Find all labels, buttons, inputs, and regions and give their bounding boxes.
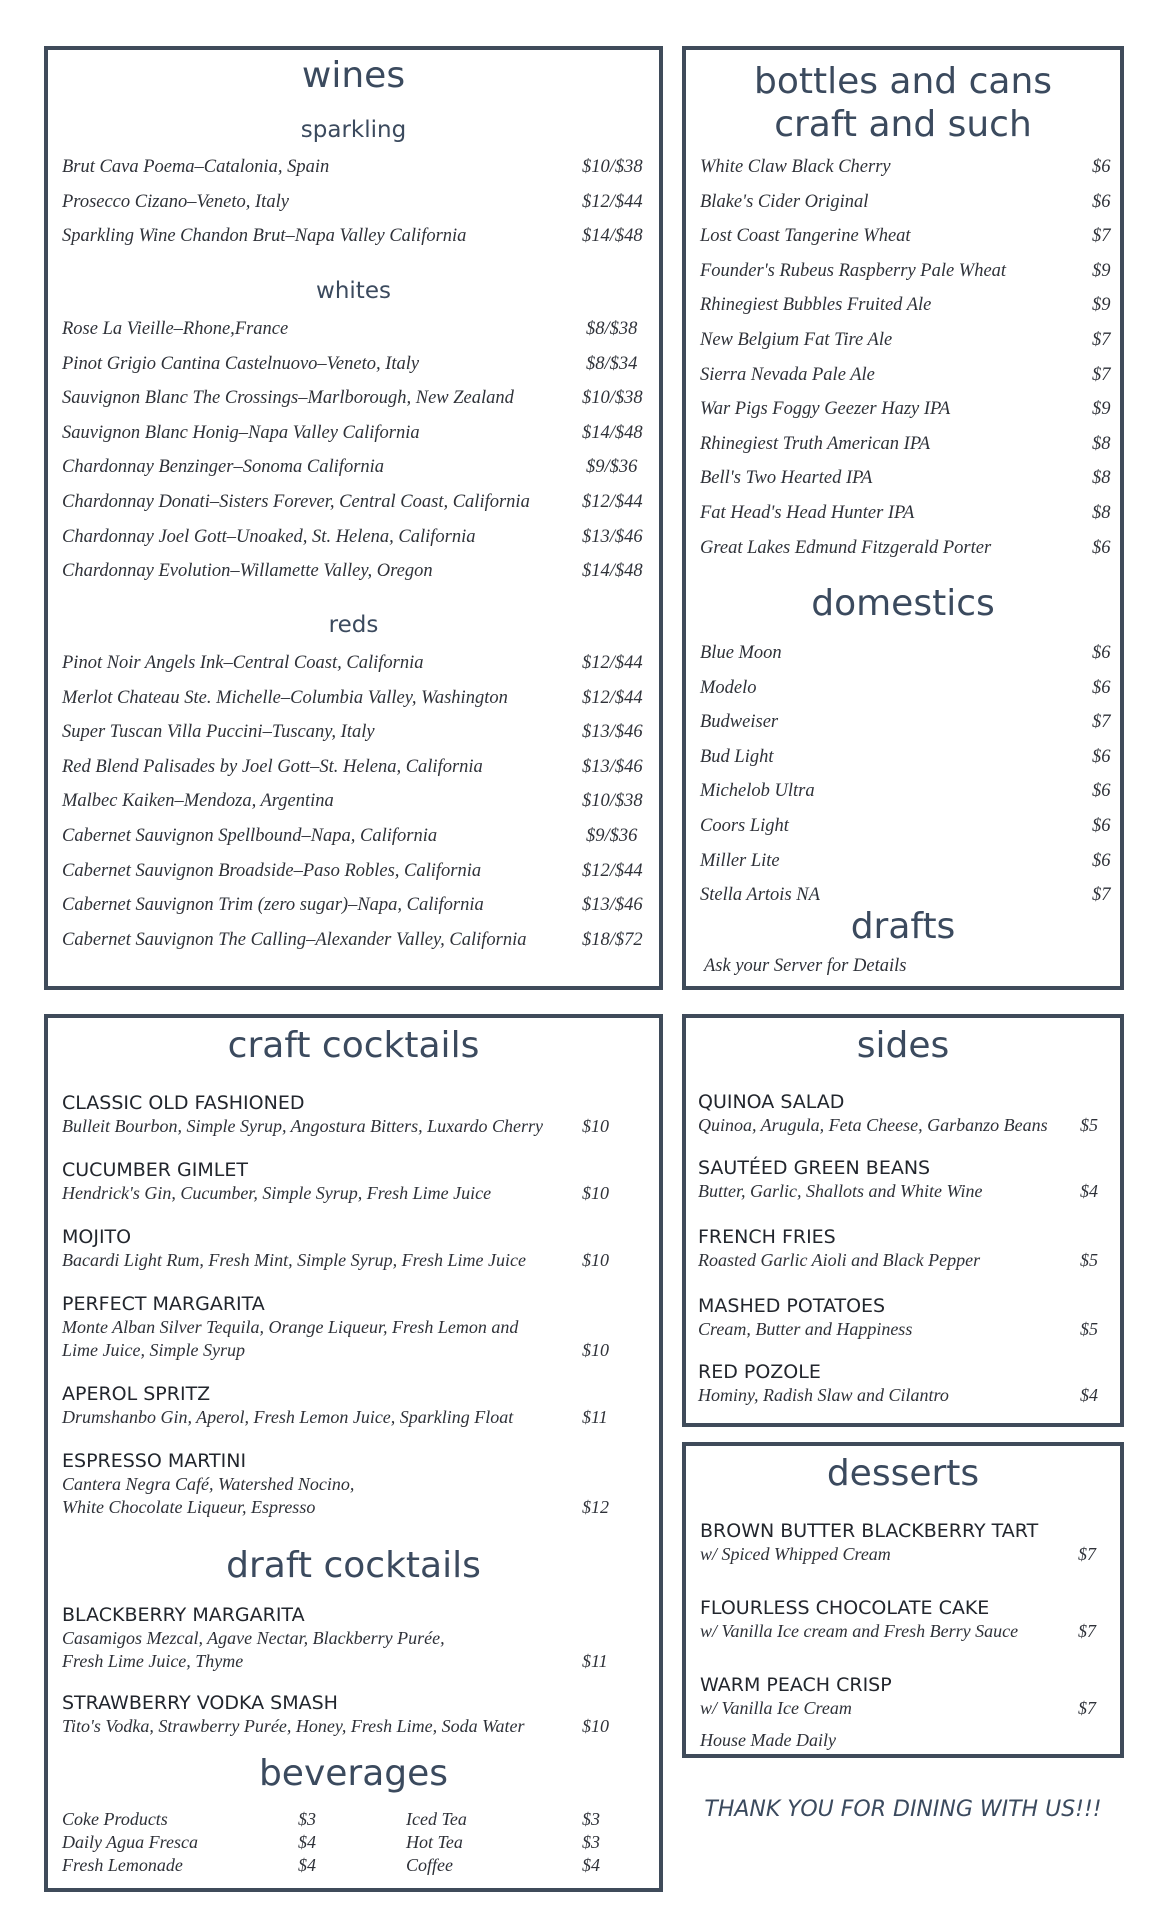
side-item	[698, 1156, 1108, 1203]
bottle-row: Founder's Rubeus Raspberry Pale Wheat $9	[700, 260, 1111, 281]
wine-row: Red Blend Palisades by Joel Gott–St. Helena, California $13/$46	[62, 756, 643, 777]
domestic-row: Stella Artois NA $7	[700, 885, 1111, 906]
draft-cocktail-desc: Fresh Lime Juice, Thyme $11	[62, 1651, 608, 1671]
domestics-title: domestics	[811, 583, 995, 624]
sparkling-list	[62, 150, 645, 254]
side-desc: Hominy, Radish Slaw and Cilantro $4	[698, 1385, 1098, 1405]
side-desc: Butter, Garlic, Shallots and White Wine $4	[698, 1181, 1098, 1201]
beverage-row: Coke Products $3	[62, 1809, 316, 1829]
wines-panel	[44, 46, 663, 990]
bottle-row: Rhinegiest Truth American IPA $8	[700, 433, 1111, 454]
wine-row: Pinot Grigio Cantina Castelnuovo–Veneto, Italy $8/$34	[62, 353, 638, 374]
draft-cocktail-name: STRAWBERRY VODKA SMASH	[62, 1692, 338, 1714]
cocktail-desc: Hendrick's Gin, Cucumber, Simple Syrup, Fresh Lime Juice $10	[62, 1183, 609, 1203]
bottles-panel	[682, 46, 1124, 990]
beverage-row: Iced Tea $3	[406, 1809, 600, 1829]
drafts-note: Ask your Server for Details	[704, 956, 907, 976]
side-name: SAUTÉED GREEN BEANS	[698, 1157, 931, 1179]
wine-row: Sparkling Wine Chandon Brut–Napa Valley California $14/$48	[62, 226, 643, 247]
side-desc: Roasted Garlic Aioli and Black Pepper $5	[698, 1250, 1098, 1270]
side-item	[698, 1225, 1108, 1272]
domestic-row: Bud Light $6	[700, 746, 1111, 767]
dessert-desc: w/ Vanilla Ice cream and Fresh Berry Sauce $7	[700, 1621, 1096, 1641]
cocktail-item	[62, 1225, 642, 1272]
beverages-col-left	[62, 1808, 322, 1877]
wine-row: Merlot Chateau Ste. Michelle–Columbia Valley, Washington $12/$44	[62, 687, 643, 708]
bottles-title-line2: craft and such	[774, 104, 1032, 145]
domestic-row: Michelob Ultra $6	[700, 781, 1111, 802]
wine-row: Cabernet Sauvignon The Calling–Alexander Valley, California $18/$72	[62, 929, 643, 950]
bottle-row: Rhinegiest Bubbles Fruited Ale $9	[700, 295, 1111, 316]
side-item	[698, 1294, 1108, 1341]
dessert-item	[700, 1673, 1110, 1720]
cocktail-name: APEROL SPRITZ	[62, 1383, 211, 1405]
bottles-title-line1: bottles and cans	[753, 61, 1053, 102]
wine-row: Malbec Kaiken–Mendoza, Argentina $10/$38	[62, 791, 643, 812]
desserts-note: House Made Daily	[700, 1730, 836, 1750]
dessert-desc: w/ Spiced Whipped Cream $7	[700, 1544, 1096, 1564]
side-name: FRENCH FRIES	[698, 1226, 836, 1248]
wine-row: Prosecco Cizano–Veneto, Italy $12/$44	[62, 191, 643, 212]
domestics-list	[700, 636, 1111, 913]
bottle-row: White Claw Black Cherry $6	[700, 157, 1111, 177]
domestic-row: Budweiser $7	[700, 712, 1111, 733]
wine-row: Sauvignon Blanc Honig–Napa Valley California $14/$48	[62, 422, 643, 443]
side-name: QUINOA SALAD	[698, 1091, 845, 1113]
draft-cocktail-desc: Tito's Vodka, Strawberry Purée, Honey, Fresh Lime, Soda Water $10	[62, 1716, 609, 1736]
bottle-row: Blake's Cider Original $6	[700, 191, 1111, 212]
wine-row: Chardonnay Joel Gott–Unoaked, St. Helena, California $13/$46	[62, 526, 643, 547]
beverage-row: Fresh Lemonade $4	[62, 1855, 316, 1875]
cocktail-item	[62, 1449, 642, 1519]
side-name: RED POZOLE	[698, 1361, 821, 1383]
wines-title: wines	[301, 55, 406, 96]
beverage-row: Hot Tea $3	[406, 1832, 600, 1852]
cocktail-desc: Bulleit Bourbon, Simple Syrup, Angostura Bitters, Luxardo Cherry $10	[62, 1116, 609, 1136]
side-desc: Quinoa, Arugula, Feta Cheese, Garbanzo Beans $5	[698, 1115, 1098, 1135]
whites-title: whites	[316, 278, 391, 304]
cocktail-item	[62, 1091, 642, 1138]
draft-cocktail-item	[62, 1603, 642, 1673]
bottles-list	[700, 150, 1111, 565]
draft-cocktail-name: BLACKBERRY MARGARITA	[62, 1604, 305, 1626]
bottle-row: War Pigs Foggy Geezer Hazy IPA $9	[700, 399, 1111, 420]
wine-row: Cabernet Sauvignon Spellbound–Napa, California $9/$36	[62, 825, 638, 846]
wine-row: Chardonnay Donati–Sisters Forever, Central Coast, California $12/$44	[62, 491, 643, 512]
side-item	[698, 1360, 1108, 1407]
cocktail-name: PERFECT MARGARITA	[62, 1293, 265, 1315]
sides-title: sides	[856, 1025, 950, 1066]
draft-cocktail-item	[62, 1691, 642, 1738]
bottle-row: Great Lakes Edmund Fitzgerald Porter $6	[700, 537, 1111, 558]
cocktail-name: CUCUMBER GIMLET	[62, 1159, 248, 1181]
desserts-panel	[682, 1442, 1124, 1758]
beverage-row: Coffee $4	[406, 1855, 600, 1875]
cocktail-desc: Drumshanbo Gin, Aperol, Fresh Lemon Juice, Sparkling Float $11	[62, 1407, 608, 1427]
bottle-row: New Belgium Fat Tire Ale $7	[700, 329, 1111, 350]
bottle-row: Sierra Nevada Pale Ale $7	[700, 364, 1111, 385]
drafts-title: drafts	[850, 906, 956, 947]
dessert-name: WARM PEACH CRISP	[700, 1674, 892, 1696]
dessert-desc: w/ Vanilla Ice Cream $7	[700, 1698, 1096, 1718]
beverages-title: beverages	[258, 1753, 449, 1794]
dessert-name: FLOURLESS CHOCOLATE CAKE	[700, 1597, 990, 1619]
side-desc: Cream, Butter and Happiness $5	[698, 1319, 1098, 1339]
dessert-item	[700, 1596, 1110, 1643]
thank-you-message: THANK YOU FOR DINING WITH US!!!	[704, 1797, 1102, 1822]
domestic-row: Coors Light $6	[700, 815, 1111, 836]
wine-row: Cabernet Sauvignon Trim (zero sugar)–Napa, California $13/$46	[62, 895, 643, 916]
domestic-row: Miller Lite $6	[700, 850, 1111, 871]
desserts-title: desserts	[826, 1453, 980, 1494]
whites-list	[62, 312, 645, 589]
domestic-row: Modelo $6	[700, 677, 1111, 698]
draft-cocktail-desc: Casamigos Mezcal, Agave Nectar, Blackberry Purée,	[62, 1628, 445, 1648]
wine-row: Rose La Vieille–Rhone,France $8/$38	[62, 319, 638, 339]
reds-title: reds	[328, 612, 379, 638]
beverages-col-right	[406, 1808, 606, 1877]
cocktails-panel	[44, 1014, 663, 1892]
cocktail-desc: Bacardi Light Rum, Fresh Mint, Simple Syrup, Fresh Lime Juice $10	[62, 1250, 609, 1270]
cocktail-item	[62, 1292, 642, 1362]
cocktail-item	[62, 1382, 642, 1429]
side-name: MASHED POTATOES	[698, 1295, 886, 1317]
bottle-row: Lost Coast Tangerine Wheat $7	[700, 226, 1111, 247]
sides-panel	[682, 1014, 1124, 1427]
cocktail-desc: White Chocolate Liqueur, Espresso $12	[62, 1497, 609, 1517]
sparkling-title: sparkling	[300, 117, 407, 143]
wine-row: Chardonnay Evolution–Willamette Valley, Oregon $14/$48	[62, 561, 643, 582]
cocktail-desc: Monte Alban Silver Tequila, Orange Liqueur, Fresh Lemon and	[62, 1317, 519, 1337]
dessert-name: BROWN BUTTER BLACKBERRY TART	[700, 1520, 1039, 1542]
cocktail-name: CLASSIC OLD FASHIONED	[62, 1092, 305, 1114]
domestic-row: Blue Moon $6	[700, 643, 1111, 663]
bottle-row: Fat Head's Head Hunter IPA $8	[700, 502, 1111, 523]
cocktails-title: craft cocktails	[227, 1025, 480, 1066]
wine-row: Brut Cava Poema–Catalonia, Spain $10/$38	[62, 157, 643, 177]
cocktail-name: ESPRESSO MARTINI	[62, 1450, 247, 1472]
wine-row: Sauvignon Blanc The Crossings–Marlborough, New Zealand $10/$38	[62, 388, 643, 409]
wine-row: Super Tuscan Villa Puccini–Tuscany, Italy $13/$46	[62, 722, 643, 743]
cocktail-item	[62, 1158, 642, 1205]
cocktail-desc: Lime Juice, Simple Syrup $10	[62, 1340, 609, 1360]
bottle-row: Bell's Two Hearted IPA $8	[700, 468, 1111, 489]
wine-row: Cabernet Sauvignon Broadside–Paso Robles, California $12/$44	[62, 860, 643, 881]
reds-list	[62, 646, 645, 957]
side-item	[698, 1090, 1108, 1137]
wine-row: Pinot Noir Angels Ink–Central Coast, California $12/$44	[62, 653, 643, 673]
beverage-row: Daily Agua Fresca $4	[62, 1832, 316, 1852]
draft-cocktails-title: draft cocktails	[226, 1545, 481, 1586]
dessert-item	[700, 1519, 1110, 1566]
cocktail-name: MOJITO	[62, 1226, 132, 1248]
cocktail-desc: Cantera Negra Café, Watershed Nocino,	[62, 1474, 355, 1494]
wine-row: Chardonnay Benzinger–Sonoma California $9/$36	[62, 457, 638, 478]
